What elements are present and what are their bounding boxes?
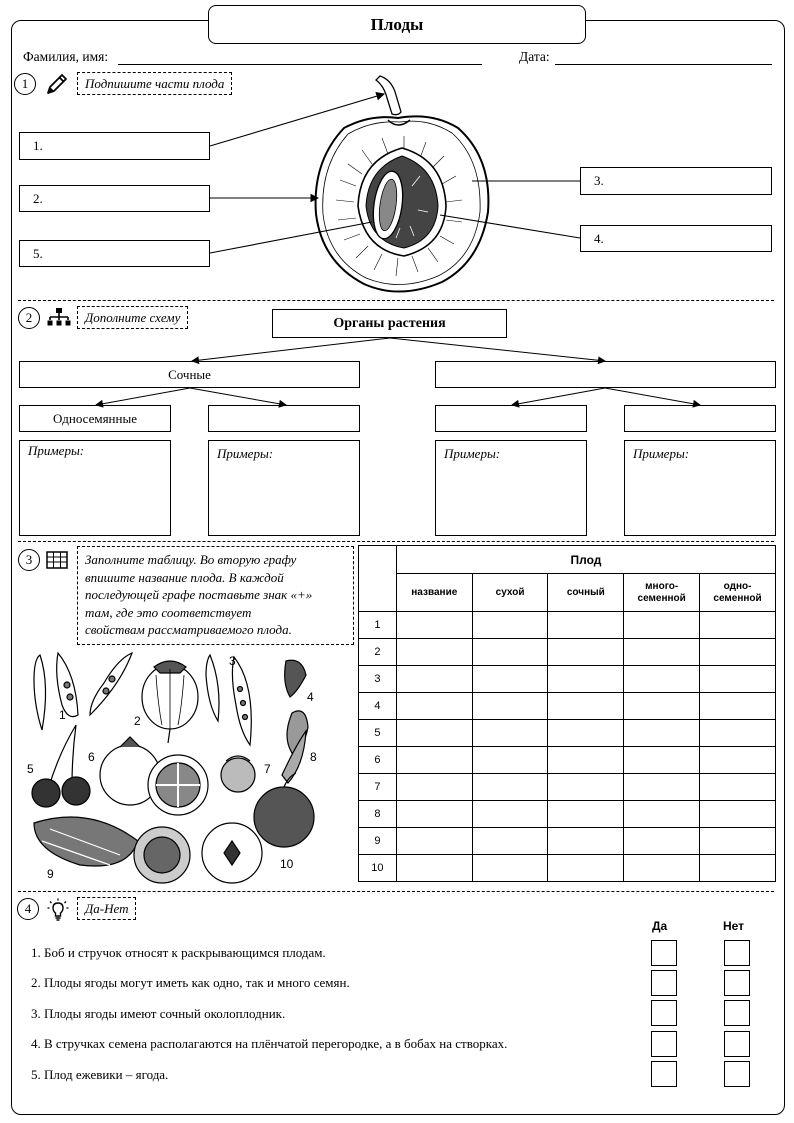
cell[interactable] xyxy=(700,666,776,693)
page-title: Плоды xyxy=(208,5,586,44)
figure-number-1: 1 xyxy=(59,708,66,722)
cell[interactable] xyxy=(700,801,776,828)
table-icon xyxy=(46,551,68,569)
no-checkbox-2[interactable] xyxy=(724,970,750,996)
examples-box-1[interactable] xyxy=(19,440,171,536)
cell[interactable] xyxy=(548,693,624,720)
cell[interactable] xyxy=(624,855,700,882)
cell[interactable] xyxy=(472,855,548,882)
cell[interactable] xyxy=(624,693,700,720)
no-header: Нет xyxy=(723,919,745,933)
section-2-number: 2 xyxy=(18,307,40,329)
cell[interactable] xyxy=(548,801,624,828)
cell[interactable] xyxy=(700,693,776,720)
cell[interactable] xyxy=(472,828,548,855)
cell[interactable] xyxy=(624,774,700,801)
question-5: 5. Плод ежевики – ягода. xyxy=(31,1067,169,1082)
figure-number-8: 8 xyxy=(310,750,317,764)
section-4-number: 4 xyxy=(17,898,39,920)
fruit-part-field-5[interactable]: 5. xyxy=(19,240,210,267)
figure-number-9: 9 xyxy=(47,867,54,881)
examples-box-3[interactable] xyxy=(435,440,587,536)
cell[interactable] xyxy=(700,828,776,855)
cell[interactable] xyxy=(548,720,624,747)
cell[interactable] xyxy=(396,747,472,774)
cell[interactable] xyxy=(472,612,548,639)
cell[interactable] xyxy=(472,747,548,774)
fruit-part-field-4[interactable]: 4. xyxy=(580,225,772,252)
figure-number-3: 3 xyxy=(229,654,236,668)
row-number: 7 xyxy=(359,774,397,801)
cell[interactable] xyxy=(472,720,548,747)
table-header-fruit: Плод xyxy=(396,546,775,574)
task-line: последующей графе поставьте знак «+» xyxy=(85,587,313,602)
row-number: 8 xyxy=(359,801,397,828)
section-2-task: Дополните схему xyxy=(77,306,188,329)
fruit-part-field-2[interactable]: 2. xyxy=(19,185,210,212)
cell[interactable] xyxy=(624,720,700,747)
section-4-task: Да-Нет xyxy=(77,897,136,920)
cell[interactable] xyxy=(548,666,624,693)
cell[interactable] xyxy=(396,828,472,855)
task-line: впишите название плода. В каждой xyxy=(85,569,284,585)
question-4: 4. В стручках семена располагаются на плёнчатой перегородке, а в бобах на створках. xyxy=(31,1036,508,1051)
scheme-root: Органы растения xyxy=(272,309,507,338)
cell[interactable] xyxy=(624,639,700,666)
figure-number-7: 7 xyxy=(264,762,271,776)
cell[interactable] xyxy=(396,693,472,720)
row-number: 4 xyxy=(359,693,397,720)
yes-checkbox-1[interactable] xyxy=(651,940,677,966)
cell[interactable] xyxy=(472,801,548,828)
cell[interactable] xyxy=(396,855,472,882)
cell[interactable] xyxy=(472,639,548,666)
col-many-seeds: много- семенной xyxy=(624,574,700,612)
section-3-task xyxy=(77,546,354,645)
cell[interactable] xyxy=(396,612,472,639)
yes-checkbox-5[interactable] xyxy=(651,1061,677,1087)
row-number: 2 xyxy=(359,639,397,666)
cell[interactable] xyxy=(548,774,624,801)
cell[interactable] xyxy=(700,774,776,801)
cell[interactable] xyxy=(548,639,624,666)
table-corner xyxy=(359,546,397,612)
cell[interactable] xyxy=(472,666,548,693)
cell[interactable] xyxy=(548,747,624,774)
examples-label: Примеры: xyxy=(633,446,690,461)
cell[interactable] xyxy=(700,720,776,747)
figure-number-5: 5 xyxy=(27,762,34,776)
col-dry: сухой xyxy=(472,574,548,612)
no-checkbox-5[interactable] xyxy=(724,1061,750,1087)
examples-box-2[interactable] xyxy=(208,440,360,536)
row-number: 1 xyxy=(359,612,397,639)
cell[interactable] xyxy=(472,774,548,801)
section-separator-2 xyxy=(18,541,774,542)
section-1-task: Подпишите части плода xyxy=(77,72,232,95)
cell[interactable] xyxy=(624,666,700,693)
cell[interactable] xyxy=(548,828,624,855)
col-one-seed: одно- семенной xyxy=(700,574,776,612)
yes-checkbox-2[interactable] xyxy=(651,970,677,996)
row-number: 6 xyxy=(359,747,397,774)
date-label: Дата: xyxy=(519,49,550,64)
scheme-juicy-box: Сочные xyxy=(19,361,360,388)
cell[interactable] xyxy=(396,801,472,828)
no-checkbox-4[interactable] xyxy=(724,1031,750,1057)
col-juicy: сочный xyxy=(548,574,624,612)
row-number: 5 xyxy=(359,720,397,747)
question-2: 2. Плоды ягоды могут иметь как одно, так и много семян. xyxy=(31,975,350,990)
section-1-number: 1 xyxy=(14,73,36,95)
col-name: название xyxy=(396,574,472,612)
cell[interactable] xyxy=(624,828,700,855)
no-checkbox-1[interactable] xyxy=(724,940,750,966)
figure-number-4: 4 xyxy=(307,690,314,704)
yes-checkbox-3[interactable] xyxy=(651,1000,677,1026)
task-line: Заполните таблицу. Во вторую графу xyxy=(85,552,297,567)
cell[interactable] xyxy=(548,612,624,639)
yes-header: Да xyxy=(652,919,668,933)
row-number: 10 xyxy=(359,855,397,882)
cell[interactable] xyxy=(700,747,776,774)
cell[interactable] xyxy=(700,855,776,882)
examples-label: Примеры: xyxy=(217,446,274,461)
figure-number-6: 6 xyxy=(88,750,95,764)
figure-number-2: 2 xyxy=(134,714,141,728)
scheme-one-seed-box: Односемянные xyxy=(19,405,171,432)
fruit-part-field-1[interactable]: 1. xyxy=(19,132,210,160)
task-line: свойствам рассматриваемого плода. xyxy=(85,622,292,637)
figure-number-10: 10 xyxy=(280,857,294,871)
cell[interactable] xyxy=(624,801,700,828)
cell[interactable] xyxy=(396,666,472,693)
cell[interactable] xyxy=(396,774,472,801)
cell[interactable] xyxy=(396,720,472,747)
cell[interactable] xyxy=(396,639,472,666)
name-label: Фамилия, имя: xyxy=(23,49,109,64)
task-line: там, где это соответствует xyxy=(85,604,252,620)
question-3: 3. Плоды ягоды имеют сочный околоплодник. xyxy=(31,1006,286,1021)
cell[interactable] xyxy=(700,612,776,639)
cell[interactable] xyxy=(700,639,776,666)
row-number: 3 xyxy=(359,666,397,693)
examples-label: Примеры: xyxy=(28,443,85,458)
no-checkbox-3[interactable] xyxy=(724,1000,750,1026)
section-3-number: 3 xyxy=(18,549,40,571)
fruit-table xyxy=(358,545,776,882)
cell[interactable] xyxy=(624,612,700,639)
examples-box-4[interactable] xyxy=(624,440,776,536)
cell[interactable] xyxy=(624,747,700,774)
cell[interactable] xyxy=(548,855,624,882)
fruit-part-field-3[interactable]: 3. xyxy=(580,167,772,195)
lightbulb-icon xyxy=(47,898,69,922)
section-separator-3 xyxy=(18,891,774,892)
cell[interactable] xyxy=(472,693,548,720)
scheme-arrows xyxy=(0,0,794,420)
yes-checkbox-4[interactable] xyxy=(651,1031,677,1057)
question-1: 1. Боб и стручок относят к раскрывающимся плодам. xyxy=(31,945,326,960)
fruits-illustration xyxy=(20,645,350,885)
row-number: 9 xyxy=(359,828,397,855)
examples-label: Примеры: xyxy=(444,446,501,461)
